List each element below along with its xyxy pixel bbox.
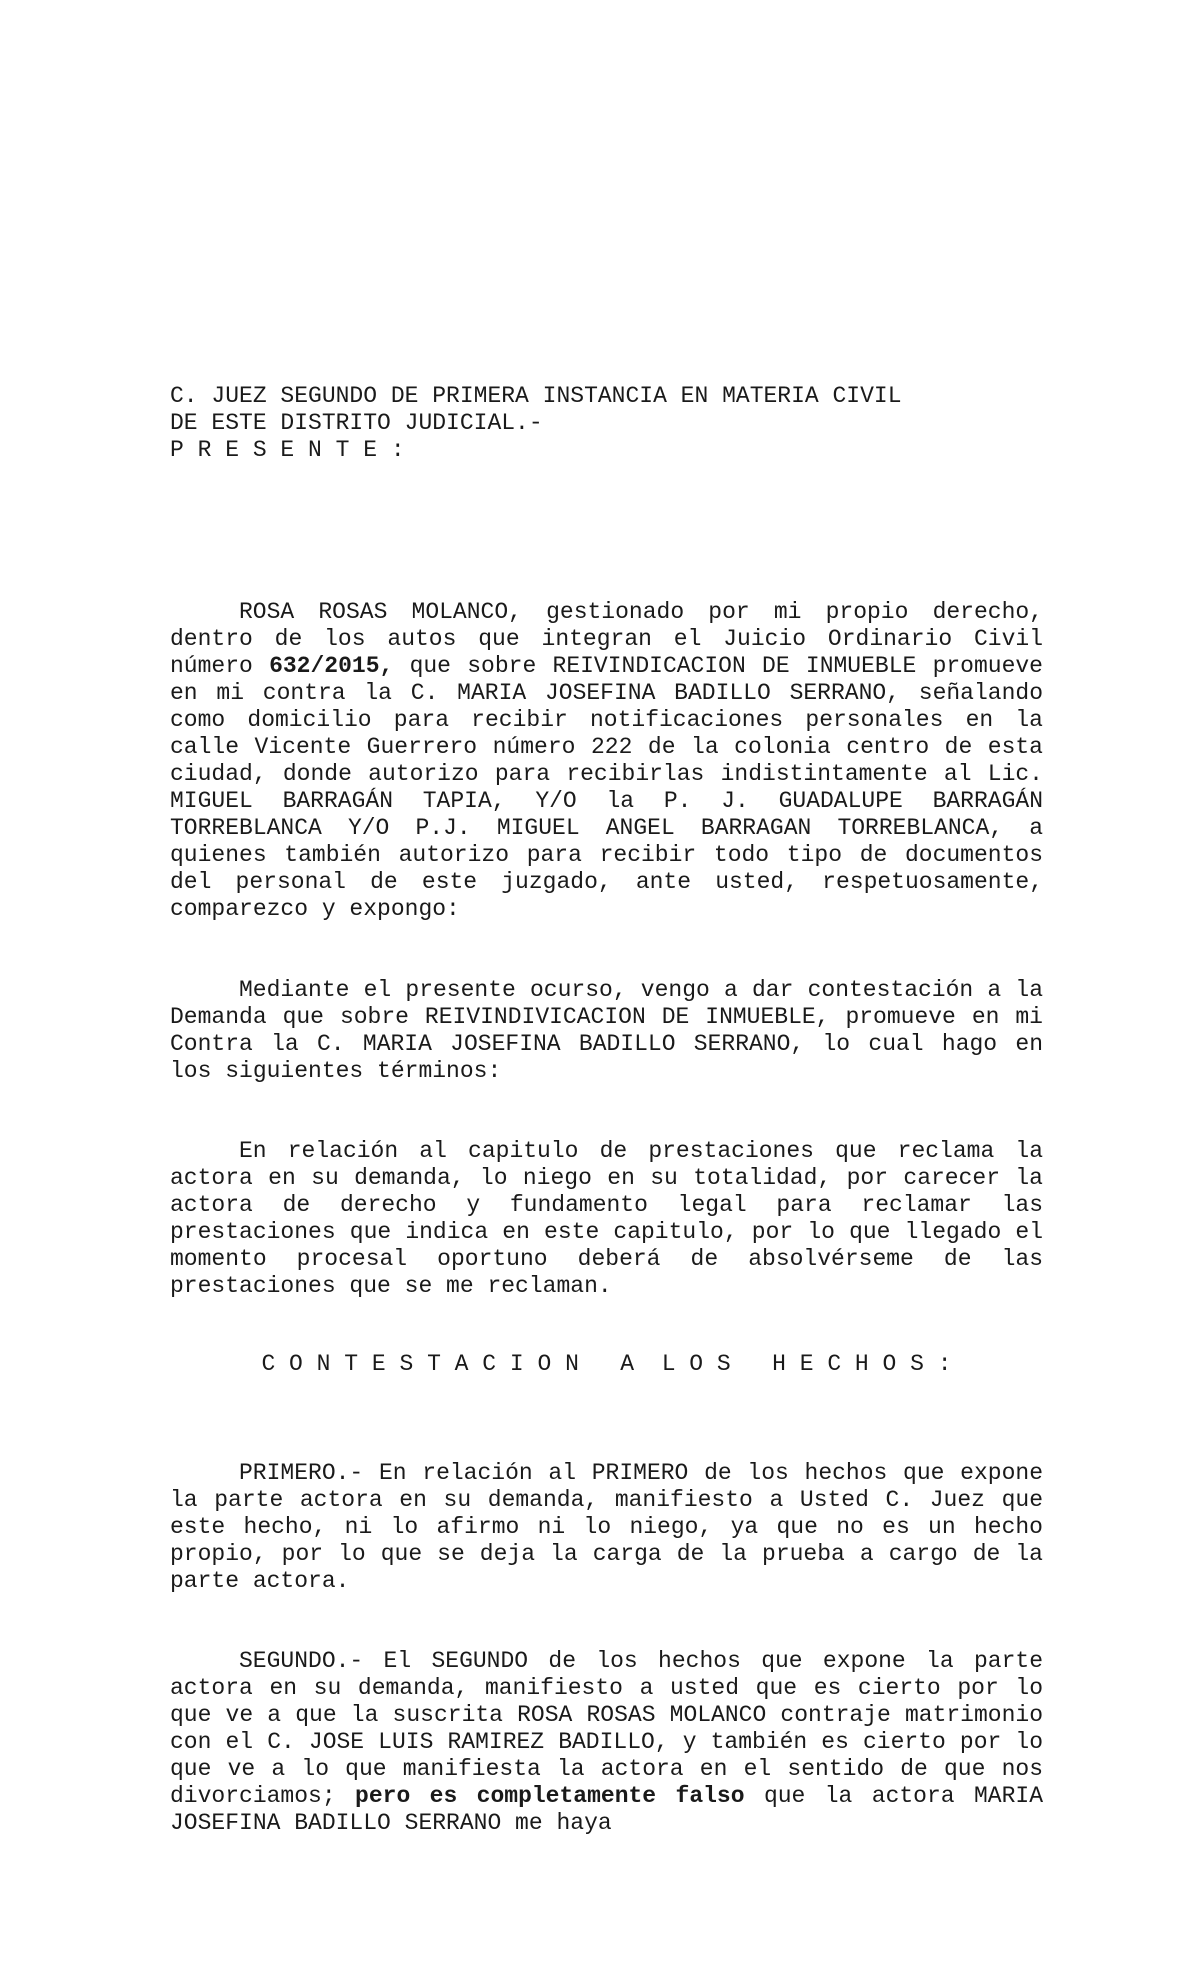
- intro-paragraph: [170, 599, 1043, 923]
- segundo-text-part2: que la actora MARIA JOSEFINA BADILLO SERRANO me haya: [170, 1783, 1043, 1836]
- addressee-header: [170, 383, 1070, 464]
- segundo-text-part1: SEGUNDO.- El SEGUNDO de los hechos que expone la parte actora en su demanda, manifiesto a usted que es cierto por lo que ve a que la suscrita ROSA ROSAS MOLANCO contraje matrimonio con el C. JOSE LUIS RAMIREZ BADILLO, y también es cierto por lo que ve a lo que manifiesta la actora en el sentido de que nos divorciamos;: [170, 1648, 1043, 1809]
- intro-text-part2: que sobre REIVINDICACION DE INMUEBLE promueve en mi contra la C. MARIA JOSEFINA BADILLO SERRANO, señalando como domicilio para recibir notificaciones personales en la calle Vicente Guerrero número 222 de la colonia centro de esta ciudad, donde autorizo para recibirlas indistintamente al Lic. MIGUEL BARRAGÁN TAPIA, Y/O la P. J. GUADALUPE BARRAGÁN TORREBLANCA Y/O P.J. MIGUEL ANGEL BARRAGAN TORREBLANCA, a quienes también autorizo para recibir todo tipo de documentos del personal de este juzgado, ante usted, respetuosamente, comparezco y expongo:: [170, 653, 1043, 922]
- segundo-bold-text: pero es completamente falso: [355, 1783, 745, 1809]
- addressee-line-2: DE ESTE DISTRITO JUDICIAL.-: [170, 410, 543, 436]
- section-title-hechos: C O N T E S T A C I O N A L O S H E C H O S :: [261, 1351, 952, 1377]
- segundo-paragraph: [170, 1648, 1043, 1837]
- presente-line: P R E S E N T E :: [170, 437, 405, 463]
- case-number: 632/2015,: [269, 653, 394, 679]
- intro-text-part1: ROSA ROSAS MOLANCO, gestionado por mi propio derecho, dentro de los autos que integran el Juicio Ordinario Civil número: [170, 599, 1043, 679]
- response-paragraph: Mediante el presente ocurso, vengo a dar contestación a la Demanda que sobre REIVINDIVICACION DE INMUEBLE, promueve en mi Contra la C. MARIA JOSEFINA BADILLO SERRANO, lo cual hago en los siguientes términos:: [170, 977, 1043, 1084]
- primero-paragraph: PRIMERO.- En relación al PRIMERO de los hechos que expone la parte actora en su demanda, manifiesto a Usted C. Juez que este hecho, ni lo afirmo ni lo niego, ya que no es un hecho propio, por lo que se deja la carga de la prueba a cargo de la parte actora.: [170, 1460, 1043, 1594]
- prestaciones-paragraph: En relación al capitulo de prestaciones que reclama la actora en su demanda, lo niego en su totalidad, por carecer la actora de derecho y fundamento legal para reclamar las prestaciones que indica en este capitulo, por lo que llegado el momento procesal oportuno deberá de absolvérseme de las prestaciones que se me reclaman.: [170, 1138, 1043, 1299]
- addressee-line-1: C. JUEZ SEGUNDO DE PRIMERA INSTANCIA EN MATERIA CIVIL: [170, 383, 902, 409]
